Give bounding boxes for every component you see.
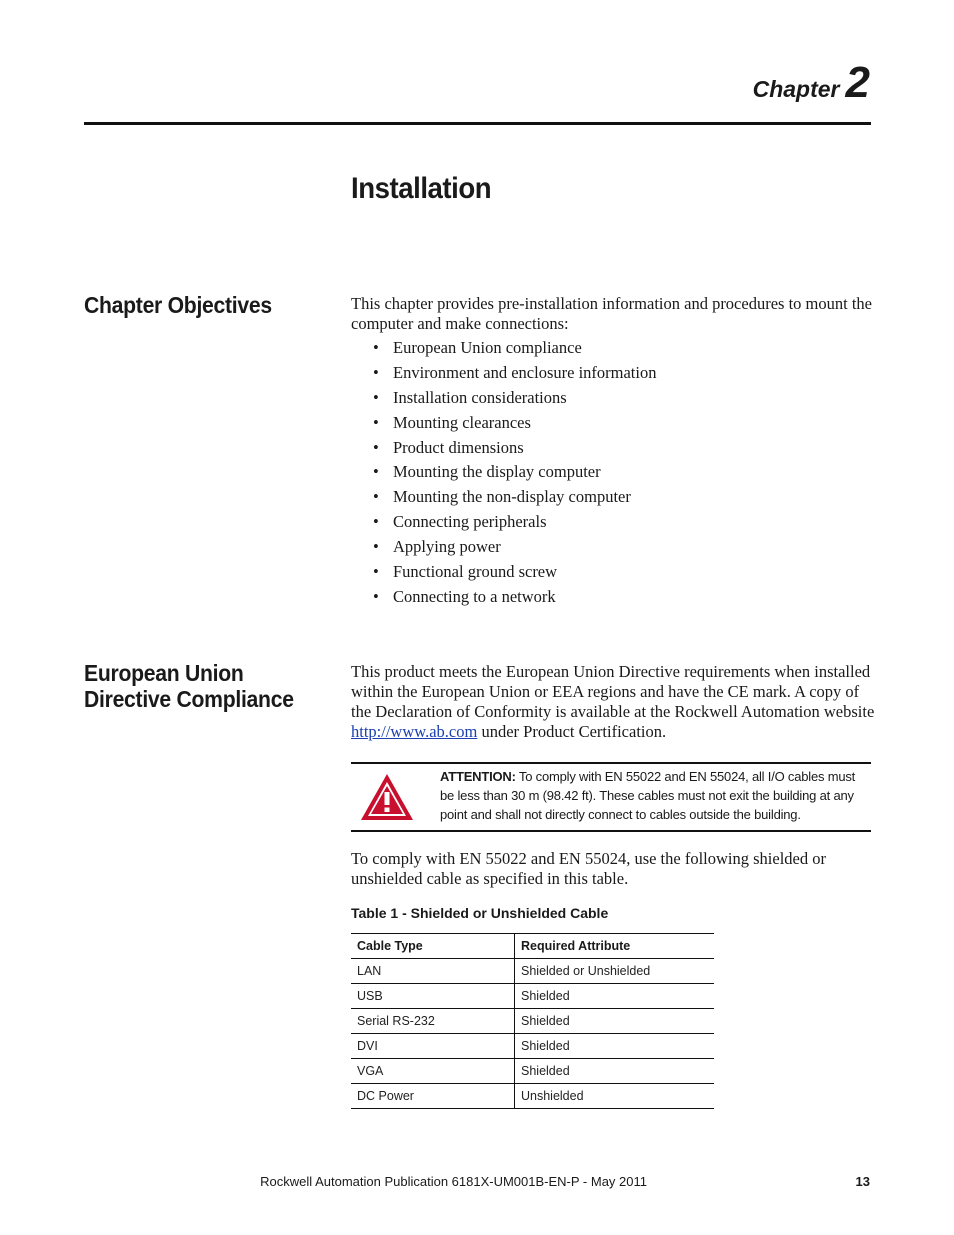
objectives-list <box>351 338 656 612</box>
section-heading-eu-compliance: European Union Directive Compliance <box>84 660 294 712</box>
table-cell: Shielded <box>515 1009 715 1034</box>
table-header-row <box>351 934 714 959</box>
list-item: • Installation considerations <box>351 388 656 413</box>
table-cell: Serial RS-232 <box>351 1009 515 1034</box>
list-item: • Environment and enclosure information <box>351 363 656 388</box>
table-row <box>351 1084 714 1109</box>
chapter-heading <box>753 58 870 108</box>
cable-table <box>351 933 714 1109</box>
cable-paragraph: To comply with EN 55022 and EN 55024, use the following shielded or unshielded cable as specified in this table. <box>351 849 826 888</box>
table-row <box>351 1034 714 1059</box>
table-cell: Shielded <box>515 1059 715 1084</box>
chapter-label: Chapter <box>752 76 840 102</box>
attention-label: ATTENTION: <box>440 769 516 784</box>
table-row <box>351 959 714 984</box>
table-cell: Shielded or Unshielded <box>515 959 715 984</box>
table-row <box>351 1059 714 1084</box>
table-cell: USB <box>351 984 515 1009</box>
table-caption: Table 1 - Shielded or Unshielded Cable <box>351 905 609 921</box>
page-title: Installation <box>351 172 492 205</box>
list-item: • European Union compliance <box>351 338 656 363</box>
table-row <box>351 984 714 1009</box>
header-rule <box>84 122 871 125</box>
eu-paragraph <box>351 662 876 742</box>
table-cell: DVI <box>351 1034 515 1059</box>
table-cell: Shielded <box>515 984 715 1009</box>
table-cell: Shielded <box>515 1034 715 1059</box>
column-header-cable-type: Cable Type <box>351 934 515 959</box>
objectives-intro: This chapter provides pre-installation information and procedures to mount the computer and make connections: <box>351 294 872 333</box>
table-cell: LAN <box>351 959 515 984</box>
table-row <box>351 1009 714 1034</box>
list-item: • Mounting the non-display computer <box>351 487 656 512</box>
list-item: • Product dimensions <box>351 438 656 463</box>
warning-triangle-icon <box>359 772 415 822</box>
list-item: • Functional ground screw <box>351 562 656 587</box>
attention-message <box>440 767 868 824</box>
table-cell: DC Power <box>351 1084 515 1109</box>
publication-info: Rockwell Automation Publication 6181X-UM001B-EN-P - May 2011 <box>260 1174 647 1189</box>
table-cell: VGA <box>351 1059 515 1084</box>
list-item: • Applying power <box>351 537 656 562</box>
column-header-required-attribute: Required Attribute <box>515 934 715 959</box>
page-footer <box>0 1174 954 1194</box>
list-item: • Mounting the display computer <box>351 462 656 487</box>
ab-website-link[interactable]: http://www.ab.com <box>351 722 478 741</box>
list-item: • Mounting clearances <box>351 413 656 438</box>
attention-box <box>351 762 871 832</box>
chapter-number: 2 <box>845 58 870 107</box>
attention-body: To comply with EN 55022 and EN 55024, all I/O cables must be less than 30 m (98.42 ft). These cables must not exit the building at any point and shall not directly connect to cables outside the building. <box>440 769 856 822</box>
table-cell: Unshielded <box>515 1084 715 1109</box>
list-item: • Connecting to a network <box>351 587 656 612</box>
section-heading-objectives: Chapter Objectives <box>84 292 272 318</box>
list-item: • Connecting peripherals <box>351 512 656 537</box>
eu-paragraph-text: This product meets the European Union Directive requirements when installed within the European Union or EEA regions and have the CE mark. A copy of the Declaration of Conformity is available at the Rockwell Automation website <box>351 662 875 721</box>
page-number: 13 <box>855 1174 870 1189</box>
eu-paragraph-tail: under Product Certification. <box>477 722 667 741</box>
